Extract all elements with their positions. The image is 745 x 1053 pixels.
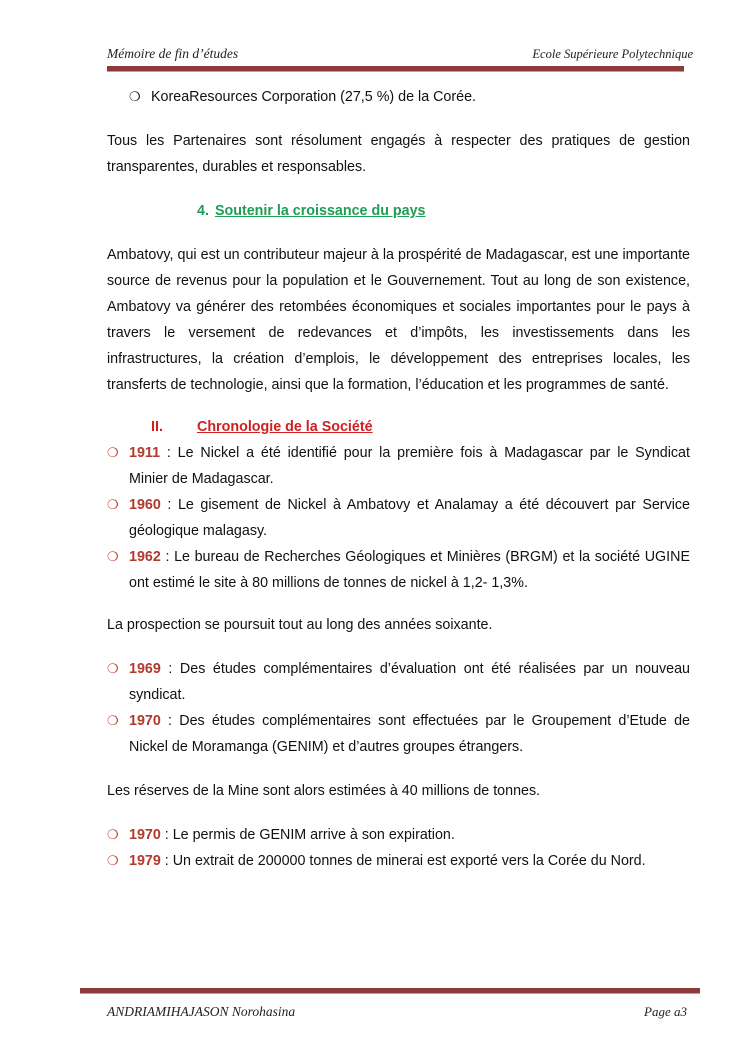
list-item (129, 84, 690, 110)
footer-author: ANDRIAMIHAJASON Norohasina (107, 1004, 296, 1019)
timeline-item (107, 544, 690, 596)
section-4-number: 4. (197, 203, 209, 219)
timeline-text: : Le gisement de Nickel à Ambatovy et Analamay a été découvert par Service géologique malagasy. (129, 497, 690, 539)
footer-page-number: Page a3 (644, 1004, 687, 1019)
timeline-year: 1962 (129, 549, 161, 565)
circle-bullet-icon: ❍ (107, 497, 119, 512)
section-II-number: II. (151, 419, 163, 435)
timeline-item (107, 708, 690, 760)
circle-bullet-icon: ❍ (107, 853, 119, 868)
circle-bullet-icon: ❍ (107, 713, 119, 728)
paragraph-ambatovy: Ambatovy, qui est un contributeur majeur à la prospérité de Madagascar, est une importante source de revenus pour la population et le Gouvernement. Tout au long de son existence, Ambatovy va générer des retombées économiques et sociales importantes pour le pays à travers le versement de redevances et d’impôts, les investissements dans les infrastructures, la création d’emplois, le développement des entreprises locales, les transferts de technologie, ainsi que la formation, l’éducation et les programmes de santé. (107, 247, 690, 393)
paragraph-partners: Tous les Partenaires sont résolument engagés à respecter des pratiques de gestion transparentes, durables et responsables. (107, 133, 690, 175)
timeline-list-3 (107, 822, 690, 874)
paragraph-prospection: La prospection se poursuit tout au long des années soixante. (107, 617, 493, 633)
korea-item-text: KoreaResources Corporation (27,5 %) de la Corée. (151, 89, 477, 105)
footer-divider (80, 988, 700, 994)
section-4-heading (107, 198, 690, 224)
header-divider (107, 66, 684, 72)
timeline-item (107, 656, 690, 708)
timeline-year: 1969 (129, 661, 161, 677)
timeline-year: 1970 (129, 713, 161, 729)
timeline-text: : Le permis de GENIM arrive à son expiration. (160, 827, 455, 843)
timeline-text: : Le Nickel a été identifié pour la première fois à Madagascar par le Syndicat Minier de Madagascar. (129, 445, 690, 487)
page-body (107, 84, 690, 874)
timeline-text: : Le bureau de Recherches Géologiques et Minières (BRGM) et la société UGINE ont estimé le site à 80 millions de tonnes de nickel à 1,2- 1,3%. (129, 549, 690, 591)
timeline-year: 1970 (129, 827, 161, 843)
timeline-text: : Un extrait de 200000 tonnes de minerai est exporté vers la Corée du Nord. (160, 853, 646, 869)
circle-bullet-icon: ❍ (107, 827, 119, 842)
timeline-list-1 (107, 440, 690, 596)
timeline-text: : Des études complémentaires d’évaluation ont été réalisées par un nouveau syndicat. (129, 661, 690, 703)
timeline-list-2 (107, 656, 690, 760)
timeline-year: 1960 (129, 497, 161, 513)
circle-bullet-icon: ❍ (107, 445, 119, 460)
timeline-item (107, 822, 690, 848)
section-II-heading (107, 414, 690, 440)
timeline-year: 1911 (129, 445, 161, 461)
header-title-right: Ecole Supérieure Polytechnique (532, 47, 693, 61)
paragraph-reserves: Les réserves de la Mine sont alors estimées à 40 millions de tonnes. (107, 783, 541, 799)
section-II-title: Chronologie de la Société (197, 419, 373, 435)
timeline-item (107, 492, 690, 544)
header-title-left: Mémoire de fin d’études (107, 46, 239, 61)
circle-bullet-icon: ❍ (107, 661, 119, 676)
timeline-item (107, 440, 690, 492)
section-4-title: Soutenir la croissance du pays (214, 203, 426, 219)
circle-bullet-icon: ❍ (129, 89, 141, 104)
timeline-year: 1979 (129, 853, 161, 869)
timeline-item (107, 848, 690, 874)
timeline-text: : Des études complémentaires sont effectuées par le Groupement d’Etude de Nickel de Moramanga (GENIM) et d’autres groupes étrangers. (129, 713, 690, 755)
circle-bullet-icon: ❍ (107, 549, 119, 564)
